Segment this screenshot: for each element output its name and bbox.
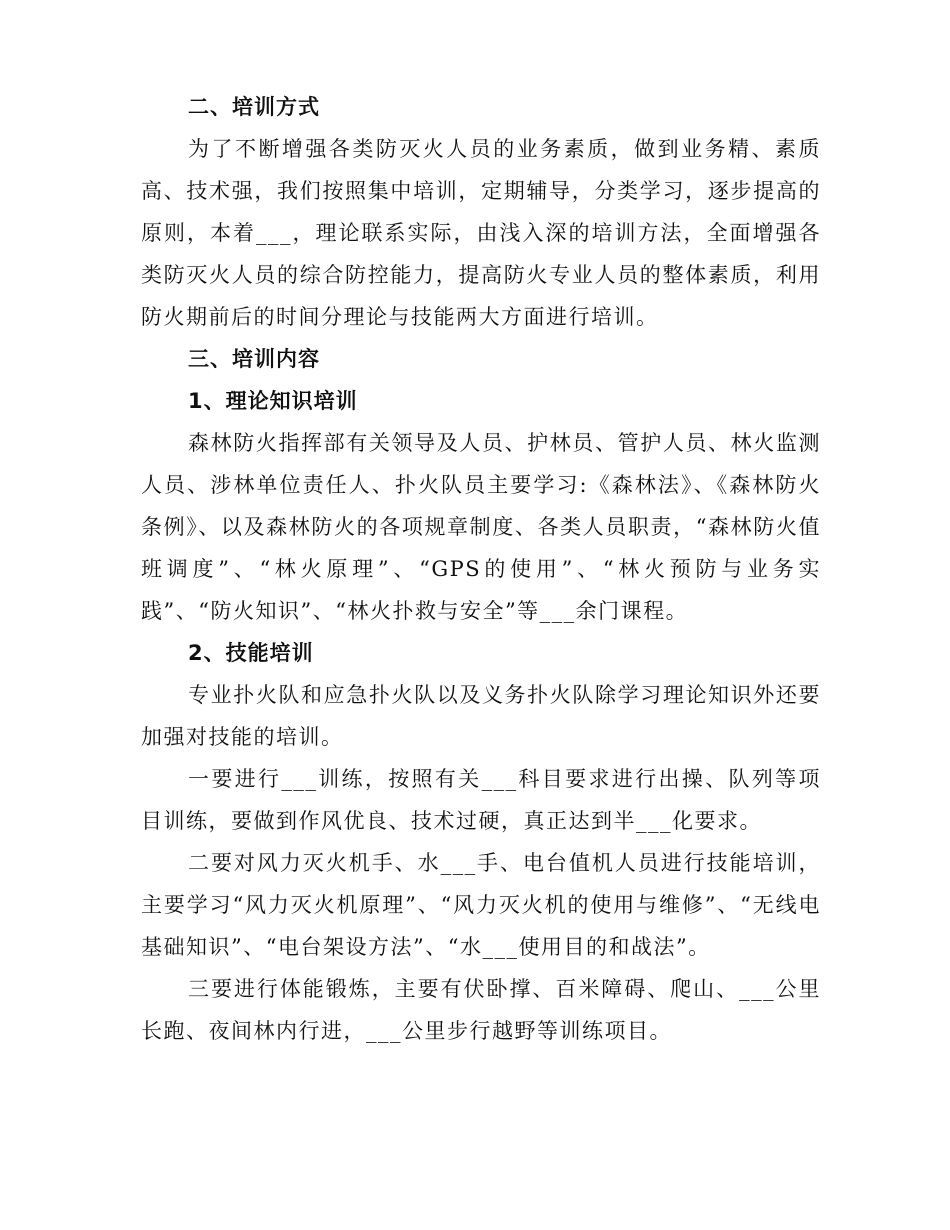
- paragraph-training-method: 为了不断增强各类防灭火人员的业务素质，做到业务精、素质高、技术强，我们按照集中培训，定期辅导，分类学习，逐步提高的原则，本着___，理论联系实际，由浅入深的培训方法，全面增强各类防灭火人员的综合防控能力，提高防火专业人员的整体素质，利用防火期前后的时间分理论与技能两大方面进行培训。: [141, 137, 821, 329]
- document-body: [141, 86, 821, 1052]
- subheading-skill-training: 2、技能培训: [188, 641, 314, 665]
- section-heading-training-method: 二、培训方式: [188, 95, 320, 119]
- paragraph-skill-item-2: 二要对风力灭火机手、水___手、电台值机人员进行技能培训，主要学习“风力灭火机原理”、“风力灭火机的使用与维修”、“无线电基础知识”、“电台架设方法”、“水___使用目的和战法”。: [141, 851, 821, 959]
- paragraph-skill-item-3: 三要进行体能锻炼，主要有伏卧撑、百米障碍、爬山、___公里长跑、夜间林内行进，___公里步行越野等训练项目。: [141, 977, 821, 1043]
- paragraph-skill-item-1: 一要进行___训练，按照有关___科目要求进行出操、队列等项目训练，要做到作风优良、技术过硬，真正达到半___化要求。: [141, 767, 821, 833]
- section-heading-training-content: 三、培训内容: [188, 347, 320, 371]
- paragraph-skill-intro: 专业扑火队和应急扑火队以及义务扑火队除学习理论知识外还要加强对技能的培训。: [141, 683, 821, 749]
- paragraph-theory-training: 森林防火指挥部有关领导及人员、护林员、管护人员、林火监测人员、涉林单位责任人、扑火队员主要学习:《森林法》、《森林防火条例》、以及森林防火的各项规章制度、各类人员职责，“森林防火值班调度”、“林火原理”、“GPS的使用”、“林火预防与业务实践”、“防火知识”、“林火扑救与安全”等___余门课程。: [141, 431, 821, 623]
- subheading-theory-training: 1、理论知识培训: [188, 389, 358, 413]
